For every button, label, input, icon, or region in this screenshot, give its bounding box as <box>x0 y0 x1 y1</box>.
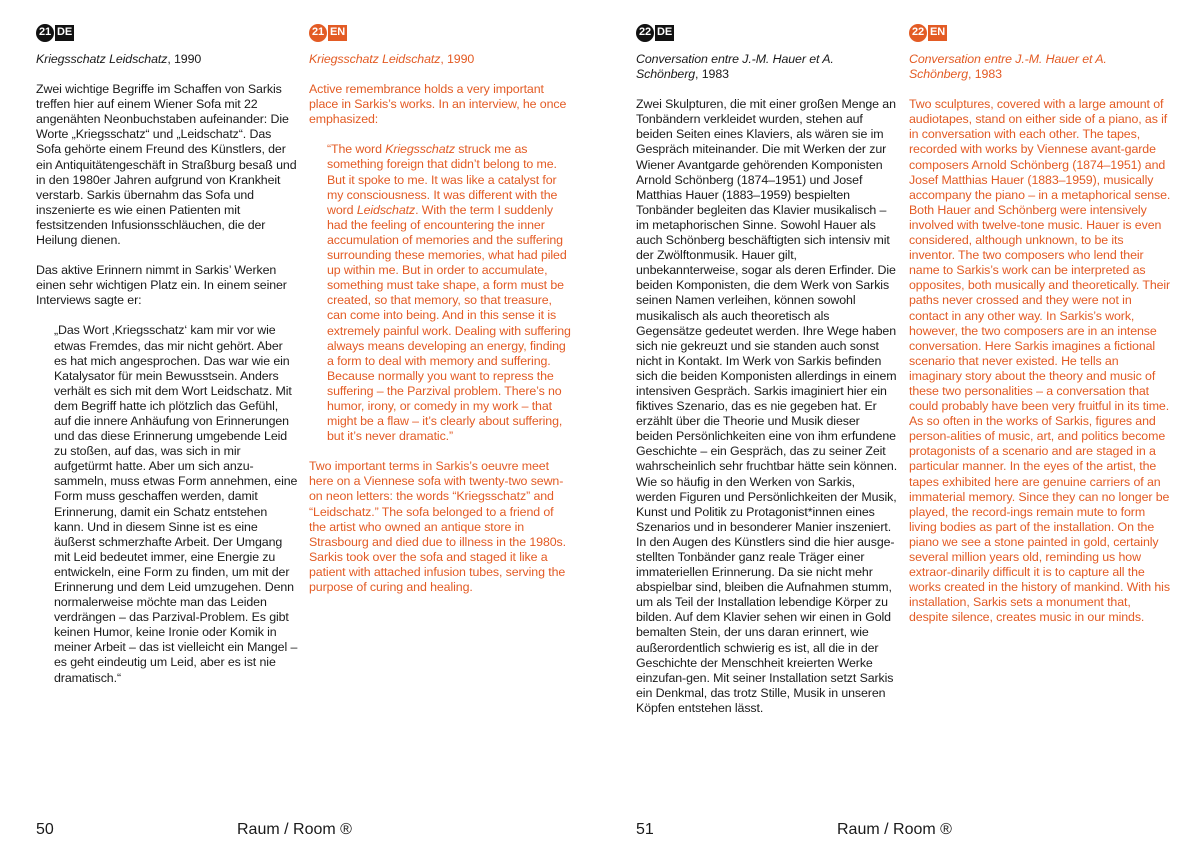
paragraph: Zwei Skulpturen, die mit einer großen Menge an Tonbändern verkleidet wurden, stehen auf beiden Seiten eines Klaviers, als wären sie im Gespräch miteinander. Die mit Werken der zur Wiener Avantgarde gehörenden Komponisten Arnold Schönberg (1874–1951) und Josef Matthias Hauer (1883–1959) bespielten Tonbänder begleiten das Klavier musikalisch – im metaphorischen Sinne. Sowohl Hauer als auch Schönberg beschäftigten sich intensiv mit der Zwölftonmusik. Hauer gilt, unbekannterweise, sogar als deren Erfinder. Die beiden Komponisten, die dem Werk von Sarkis seinen Namen verleihen, können sowohl musikalisch als auch theoretisch als Gegensätze gedeutet werden. Ihre Wege haben sich nie gekreuzt und sie standen auch sonst nicht in Kontakt. Im Werk von Sarkis befinden sich die beiden Komponisten allerdings in einem intensiven Gespräch. Sarkis imaginiert hier ein fiktives Szenario, das es nie gegeben hat. Er erzählt über die Theorie und Musik dieser beiden Persönlichkeiten eine von ihm erfundene Geschichte – ein Gespräch, das zu seiner Zeit wahrscheinlich sehr fruchtbar hätte sein können. Wie so häufig in den Werken von Sarkis, werden Figuren und Persönlichkeiten der Musik, Kunst und Politik zu Protagonist*innen eines Szenarios und in besonderer Manier inszeniert. In den Augen des Künstlers sind die hier ausge-stellten Tonbänder ganz reale Träger einer immateriellen Erinnerung. Da sie nicht mehr abspielbar sind, bleiben die Aufnahmen stumm, um als Teil der Installation lebendige Körper zu bilden. Auf dem Klavier sehen wir einen in Gold bemalten Stein, der uns daran erinnert, wie außerordentlich schwierig es ist, all die in der Geschichte der Menschheit kreierten Werke einzufan-gen. Mit seiner Installation setzt Sarkis ein Denkmal, das trotz Stille, Musik in unseren Köpfen entstehen lässt. <box>636 97 898 715</box>
language-badge: EN <box>928 25 947 41</box>
artwork-year: , 1983 <box>695 67 729 82</box>
language-badge: DE <box>655 25 674 41</box>
entry-marker <box>909 24 1171 42</box>
paragraph: Active remembrance holds a very important place in Sarkis’s works. In an interview, he once emphasized: <box>309 82 567 127</box>
artwork-title <box>309 52 571 67</box>
left-running-title: Raum / Room ® <box>237 821 352 838</box>
artwork-title-main: Conversation entre J.-M. Hauer et A. Schönberg <box>636 52 834 82</box>
artwork-year: , 1990 <box>167 52 202 66</box>
entry-number-badge: 21 <box>36 24 54 42</box>
artwork-year: , 1983 <box>968 67 1002 82</box>
entry-number-badge: 22 <box>909 24 927 42</box>
entry-marker <box>36 24 298 42</box>
artwork-title-main: Kriegsschatz Leidschatz <box>309 52 441 66</box>
paragraph: Two important terms in Sarkis’s oeuvre meet here on a Viennese sofa with twenty-two sewn-on neon letters: the words “Kriegsschatz” and “Leidschatz.” The sofa belonged to a friend of the artist who owned an antique store in Strasbourg and died due to illness in the 1980s. Sarkis took over the sofa and staged it like a patient with attached infusion tubes, serving the purpose of curing and healing. <box>309 459 566 594</box>
artwork-title-main: Conversation entre J.-M. Hauer et A. Schönberg <box>909 52 1107 82</box>
quote-italic-term: Leidschatz <box>356 202 416 217</box>
quote-italic-term: Kriegsschatz <box>385 142 455 157</box>
language-badge: EN <box>328 25 347 41</box>
entry-marker <box>636 24 898 42</box>
artwork-title <box>36 52 298 67</box>
artwork-year: , 1990 <box>440 52 475 66</box>
paragraph: Zwei wichtige Begriffe im Schaffen von Sarkis treffen hier auf einem Wiener Sofa mit 22 angenähten Neonbuchstaben aufeinander: Die Worte „Kriegsschatz“ und „Leidschatz“. Das Sofa gehörte einem Freund des Künstlers, der ein Antiquitätengeschäft in Straßburg besaß und in den 1980er Jahren aufgrund von Krankheit verstarb. Sarkis übernahm das Sofa und inszenierte es wie einen Patienten mit festsitzenden Infusionsschläuchen, die der Heilung dienen. <box>36 82 297 248</box>
paragraph: Two sculptures, covered with a large amount of audiotapes, stand on either side of a piano, as if in conversation with each other. The tapes, recorded with works by Viennese avant-garde composers Arnold Schönberg (1874–1951) and Josef Matthias Hauer (1883–1959), musically accompany the piano – in a metaphorical sense. Both Hauer and Schönberg were intensively involved with twelve-tone music. Hauer is even considered, although unknown, to be its inventor. The two composers who lend their name to Sarkis’s work can be interpreted as opposites, both musically and theoretically. Their paths never crossed and they were not in contact in any other way. In Sarkis’s work, however, the two composers are in an intense conversation. Here Sarkis imagines a fictional scenario that never existed. He tells an imaginary story about the theory and music of these two personalities – a conversation that could probably have been very fruitful in its time. As so often in the works of Sarkis, figures and person-alities of music, art, and politics become protagonists of a scenario and are staged in a particular manner. In the eyes of the artist, the tapes exhibited here are genuine carriers of an immaterial memory. Since they can no longer be played, the record-ings remain mute to form living bodies as part of the installation. On the piano we see a stone painted in gold, certainly several million years old, reminding us how extraor-dinarily difficult it is to capture all the works created in the history of mankind. With his installation, Sarkis sets a monument that, despite silence, creates music in our minds. <box>909 97 1171 625</box>
interview-quote: „Das Wort ‚Kriegsschatz‘ kam mir vor wie etwas Fremdes, das mir nicht gehört. Aber es hat mich angesprochen. Das war wie ein Katalysator für mein Bewusstsein. Anders verhält es sich mit dem Wort Leidschatz. Mit dem Begriff hatte ich plötzlich das Gefühl, auf die innere Anhäufung von Erinnerungen und das diese Erinnerung umgebende Leid zu stoßen, auf das, was sich in mir aufgetürmt hatte. Aber um sich anzu-sammeln, muss etwas Form annehmen, eine Form muss geschaffen werden, damit Erinnerung, damit ein Schatz entstehen kann. Und in diesem Sinne ist es eine äußerst schmerzhafte Arbeit. Der Umgang mit Leid bedeutet immer, eine Energie zu entwickeln, eine Form zu finden, um mit der Erinnerung und dem Leid umzugehen. Denn normalerweise möchte man das Leiden verdrängen – das Parzival-Problem. Es gibt keinen Humor, keine Ironie oder Komik in meiner Arbeit – das ist vielleicht ein Mangel – es geht eindeutig um Leid, aber es ist nie dramatisch.“ <box>54 323 298 685</box>
quote-text: struck me as something foreign that didn’t belong to me. But it spoke to me. It was like a catalyst for my consciousness. It was different with the word <box>327 142 558 217</box>
right-page-number: 51 <box>636 821 654 838</box>
artwork-title <box>636 52 898 82</box>
artwork-title <box>909 52 1171 82</box>
quote-text: “The word <box>327 142 386 157</box>
interview-quote <box>309 142 571 444</box>
column-22-de <box>636 24 898 731</box>
entry-marker <box>309 24 571 42</box>
language-badge: DE <box>55 25 74 41</box>
quote-text: . With the term I suddenly had the feeling of encountering the inner accumulation of memories and the suffering surrounding these memories, what had piled up within me. But in order to accumulate, something must take shape, a form must be created, so that memory, so that treasure, can come into being. And in this sense it is extremely painful work. Dealing with suffering always means developing an energy, finding a form to deal with memory and suffering. Because normally you want to repress the suffering – the Parzival problem. There’s no humor, irony, or comedy in my work – that might be a flaw – it’s clearly about suffering, but it’s never dramatic.” <box>327 202 571 444</box>
paragraph: Das aktive Erinnern nimmt in Sarkis’ Werken einen sehr wichtigen Platz ein. In einem seiner Interviews sagte er: <box>36 263 287 308</box>
column-22-en <box>909 24 1171 640</box>
right-running-title: Raum / Room ® <box>837 821 952 838</box>
artwork-title-main: Kriegsschatz Leidschatz <box>36 52 168 66</box>
column-21-de <box>36 24 298 701</box>
left-page-number: 50 <box>36 821 54 838</box>
entry-number-badge: 21 <box>309 24 327 42</box>
column-21-en <box>309 24 571 610</box>
entry-number-badge: 22 <box>636 24 654 42</box>
